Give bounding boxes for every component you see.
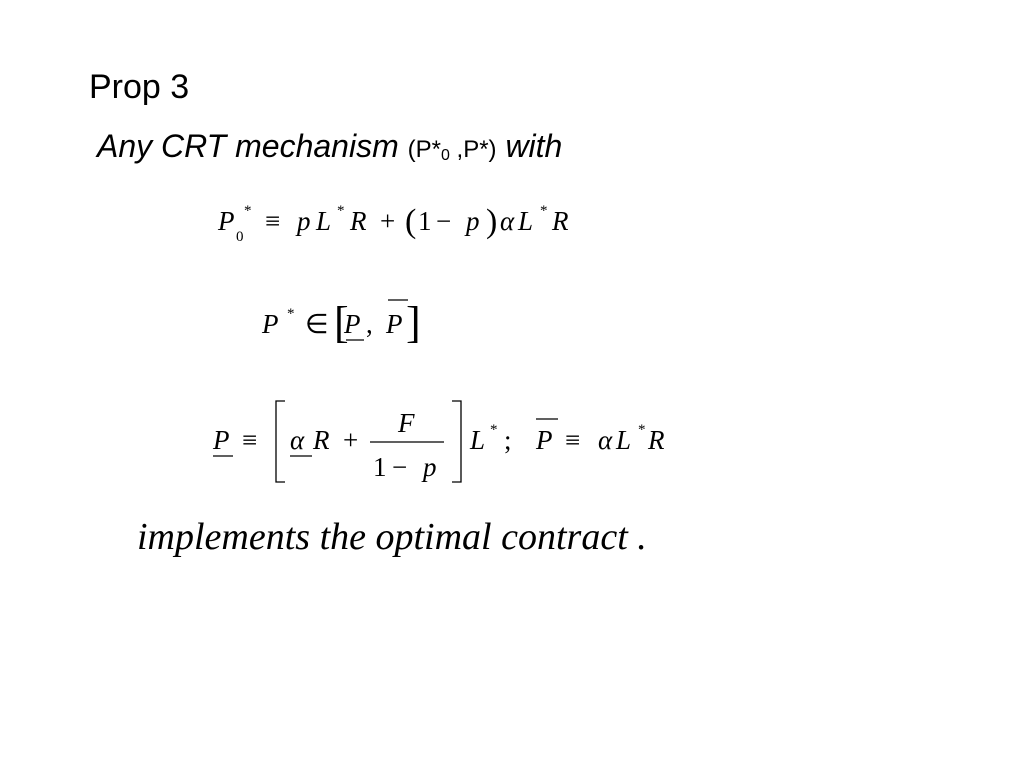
f3-L-sup: * <box>490 422 498 438</box>
f3-R: R <box>313 425 330 455</box>
f2-in: ∈ <box>305 309 329 339</box>
f1-P-sub: 0 <box>236 229 244 245</box>
f2-P-upper: P <box>386 309 403 339</box>
f1-R: R <box>350 206 367 236</box>
f1-equiv: ≡ <box>265 206 281 236</box>
f1-P: P <box>218 206 235 236</box>
f1-rparen: ) <box>486 203 498 240</box>
f1-P-sup: * <box>244 203 252 219</box>
f1-minus: − <box>436 206 452 236</box>
f3-semicolon: ; <box>504 425 512 455</box>
f2-rbracket: ] <box>406 298 421 347</box>
f3-minus: − <box>392 452 408 482</box>
f1-L: L <box>316 206 332 236</box>
f3-alpha: α <box>290 425 305 455</box>
f3-one: 1 <box>373 452 387 482</box>
f1-one: 1 <box>418 206 432 236</box>
f3-R2: R <box>648 425 665 455</box>
subtitle-paren-subscript: 0 <box>440 147 450 164</box>
f1-plus: + <box>380 206 396 236</box>
f3-alpha2: α <box>598 425 613 455</box>
formula-p-star-range <box>261 298 421 347</box>
subtitle-paren-open: (P* <box>407 136 441 163</box>
subtitle-suffix: with <box>496 128 563 164</box>
f3-rbracket <box>452 401 461 482</box>
f1-L-sup: * <box>337 203 345 219</box>
f3-L: L <box>470 425 486 455</box>
f3-P-upper: P <box>536 425 553 455</box>
f2-comma: , <box>366 309 373 339</box>
f1-R2: R <box>552 206 569 236</box>
f1-lparen: ( <box>405 203 417 240</box>
f3-P-lower: P <box>213 425 230 455</box>
f2-lbracket: [ <box>334 298 349 347</box>
subtitle-paren-rest: ,P*) <box>449 136 497 163</box>
f3-equiv2: ≡ <box>565 425 581 455</box>
closing-statement: implements the optimal contract . <box>137 516 647 558</box>
f3-lbracket <box>276 401 285 482</box>
f1-L2: L <box>518 206 534 236</box>
f3-F: F <box>398 408 415 438</box>
f3-equiv: ≡ <box>242 425 258 455</box>
f1-alpha: α <box>500 206 515 236</box>
f1-p: p <box>297 206 311 236</box>
subtitle-prefix: Any CRT mechanism <box>97 128 408 164</box>
f3-L2: L <box>616 425 632 455</box>
slide-title: Prop 3 <box>89 68 190 106</box>
f2-P-sup: * <box>287 306 295 322</box>
formula-p0-definition <box>217 203 569 245</box>
formula-bounds <box>212 401 665 482</box>
f2-P-lower: P <box>344 309 361 339</box>
f1-L2-sup: * <box>540 203 548 219</box>
f3-L2-sup: * <box>638 422 646 438</box>
f1-p2: p <box>466 206 480 236</box>
f3-p: p <box>423 452 437 482</box>
f2-P: P <box>262 309 279 339</box>
f3-plus: + <box>343 425 359 455</box>
